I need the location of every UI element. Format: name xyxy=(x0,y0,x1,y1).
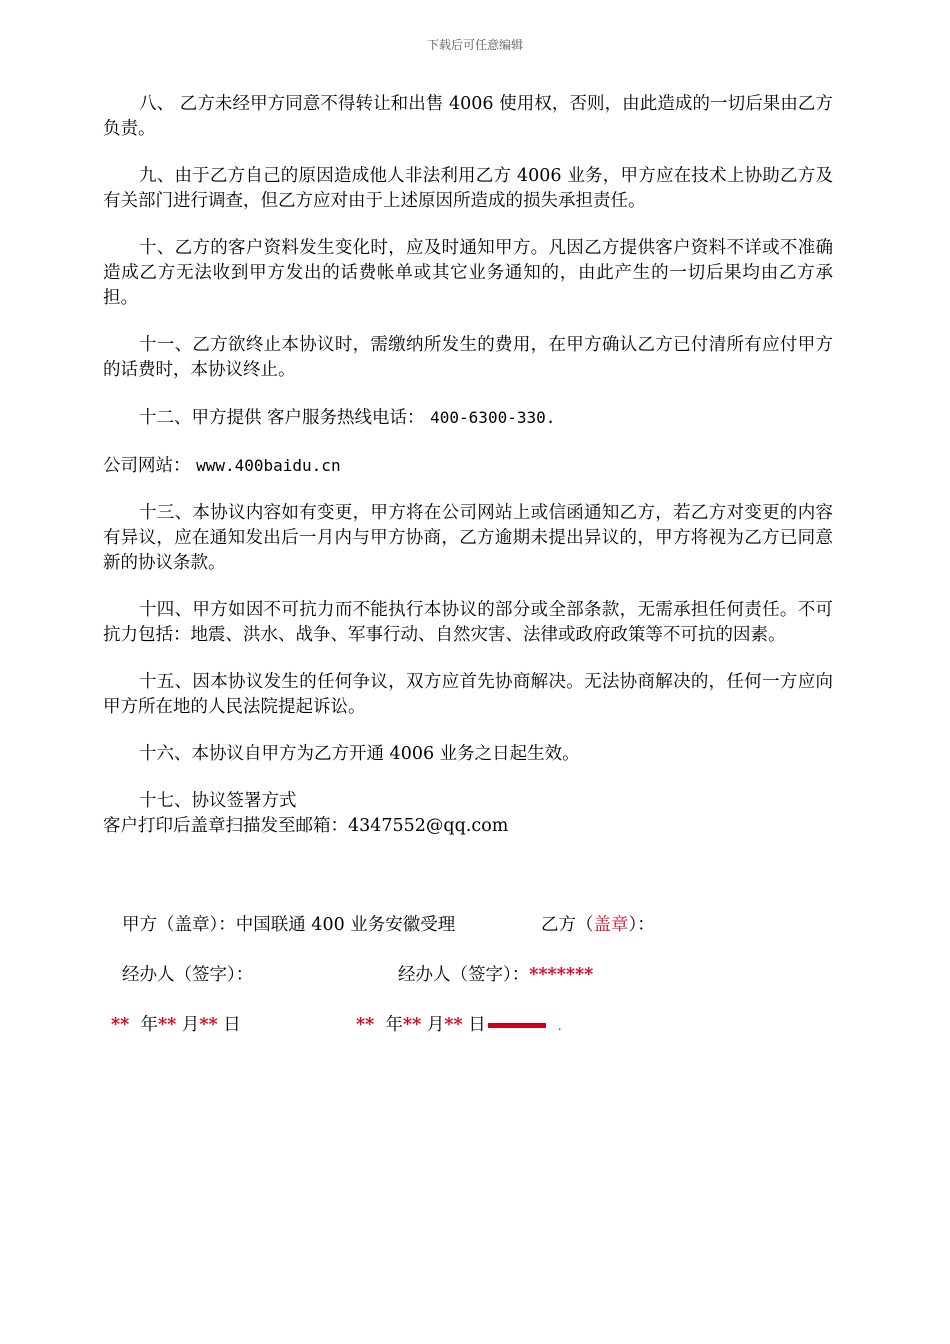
date-b-month: 月 xyxy=(426,1015,445,1035)
agent-b-label: 经办人（签字）： xyxy=(398,965,530,985)
agent-b-line xyxy=(398,963,593,987)
party-b-suffix: ）： xyxy=(628,915,655,935)
party-b-seal-word: 盖章 xyxy=(593,915,629,935)
date-b-year-stars: ** xyxy=(356,1015,375,1035)
date-a-day: 日 xyxy=(223,1015,241,1035)
trailing-dot: . xyxy=(557,1019,562,1033)
date-a-month-stars: ** xyxy=(157,1015,177,1035)
clause-13: 十三、本协议内容如有变更，甲方将在公司网站上或信函通知乙方，若乙方对变更的内容有异议，应在通知发出后一月内与甲方协商，乙方逾期未提出异议的，甲方将视为乙方已同意新的协议条款。 xyxy=(103,503,833,573)
clause-16: 十六、本协议自甲方为乙方开通 4006 业务之日起生效。 xyxy=(139,744,580,764)
date-b-day-stars: ** xyxy=(444,1015,463,1035)
clause-9: 九、由于乙方自己的原因造成他人非法利用乙方 4006 业务，甲方应在技术上协助乙方及有关部门进行调查，但乙方应对由于上述原因所造成的损失承担责任。 xyxy=(103,166,833,211)
date-a-year-stars: ** xyxy=(111,1015,130,1035)
date-b-month-stars: ** xyxy=(402,1015,422,1035)
page-header: 下载后可任意编辑 xyxy=(426,38,523,52)
date-a-day-stars: ** xyxy=(199,1015,218,1035)
party-b-prefix: 乙方（ xyxy=(541,915,594,935)
clause-8: 八、 乙方未经甲方同意不得转让和出售 4006 使用权，否则，由此造成的一切后果由乙方负责。 xyxy=(103,94,833,139)
clause-17-title: 十七、协议签署方式 xyxy=(139,791,297,811)
agent-a-label: 经办人（签字）： xyxy=(122,965,254,985)
date-a-year: 年 xyxy=(140,1015,158,1035)
clause-12-label: 十二、甲方提供 客户服务热线电话： xyxy=(139,408,425,428)
website-line xyxy=(103,453,833,479)
hotline-number: 400-6300-330. xyxy=(430,408,556,427)
party-a-label: 甲方（盖章）：中国联通 400 业务安徽受理 xyxy=(122,915,456,935)
party-b-seal-line xyxy=(541,913,655,937)
date-b-line xyxy=(356,1013,562,1038)
website-url[interactable]: www.400baidu.cn xyxy=(196,456,341,475)
date-a-month: 月 xyxy=(181,1015,200,1035)
agent-b-signature: ******* xyxy=(529,965,594,985)
date-b-day: 日 xyxy=(468,1015,486,1035)
red-seal-mark xyxy=(488,1023,546,1028)
clause-15: 十五、因本协议发生的任何争议，双方应首先协商解决。无法协商解决的，任何一方应向甲方所在地的人民法院提起诉讼。 xyxy=(103,672,833,717)
clause-17-detail: 客户打印后盖章扫描发至邮箱：4347552@qq.com xyxy=(103,816,509,836)
date-a-line xyxy=(111,1013,241,1037)
clause-14: 十四、甲方如因不可抗力而不能执行本协议的部分或全部条款，无需承担任何责任。不可抗力包括：地震、洪水、战争、军事行动、自然灾害、法律或政府政策等不可抗的因素。 xyxy=(103,600,833,645)
clause-12 xyxy=(103,405,833,431)
party-a-seal-line xyxy=(122,913,455,937)
agreement-body xyxy=(103,92,833,839)
agent-a-line xyxy=(122,963,253,987)
website-label: 公司网站： xyxy=(103,456,191,476)
clause-10: 十、乙方的客户资料发生变化时，应及时通知甲方。凡因乙方提供客户资料不详或不准确造成乙方无法收到甲方发出的话费帐单或其它业务通知的，由此产生的一切后果均由乙方承担。 xyxy=(103,238,833,308)
date-b-year: 年 xyxy=(385,1015,403,1035)
clause-11: 十一、乙方欲终止本协议时，需缴纳所发生的费用，在甲方确认乙方已付清所有应付甲方的话费时，本协议终止。 xyxy=(103,335,833,380)
